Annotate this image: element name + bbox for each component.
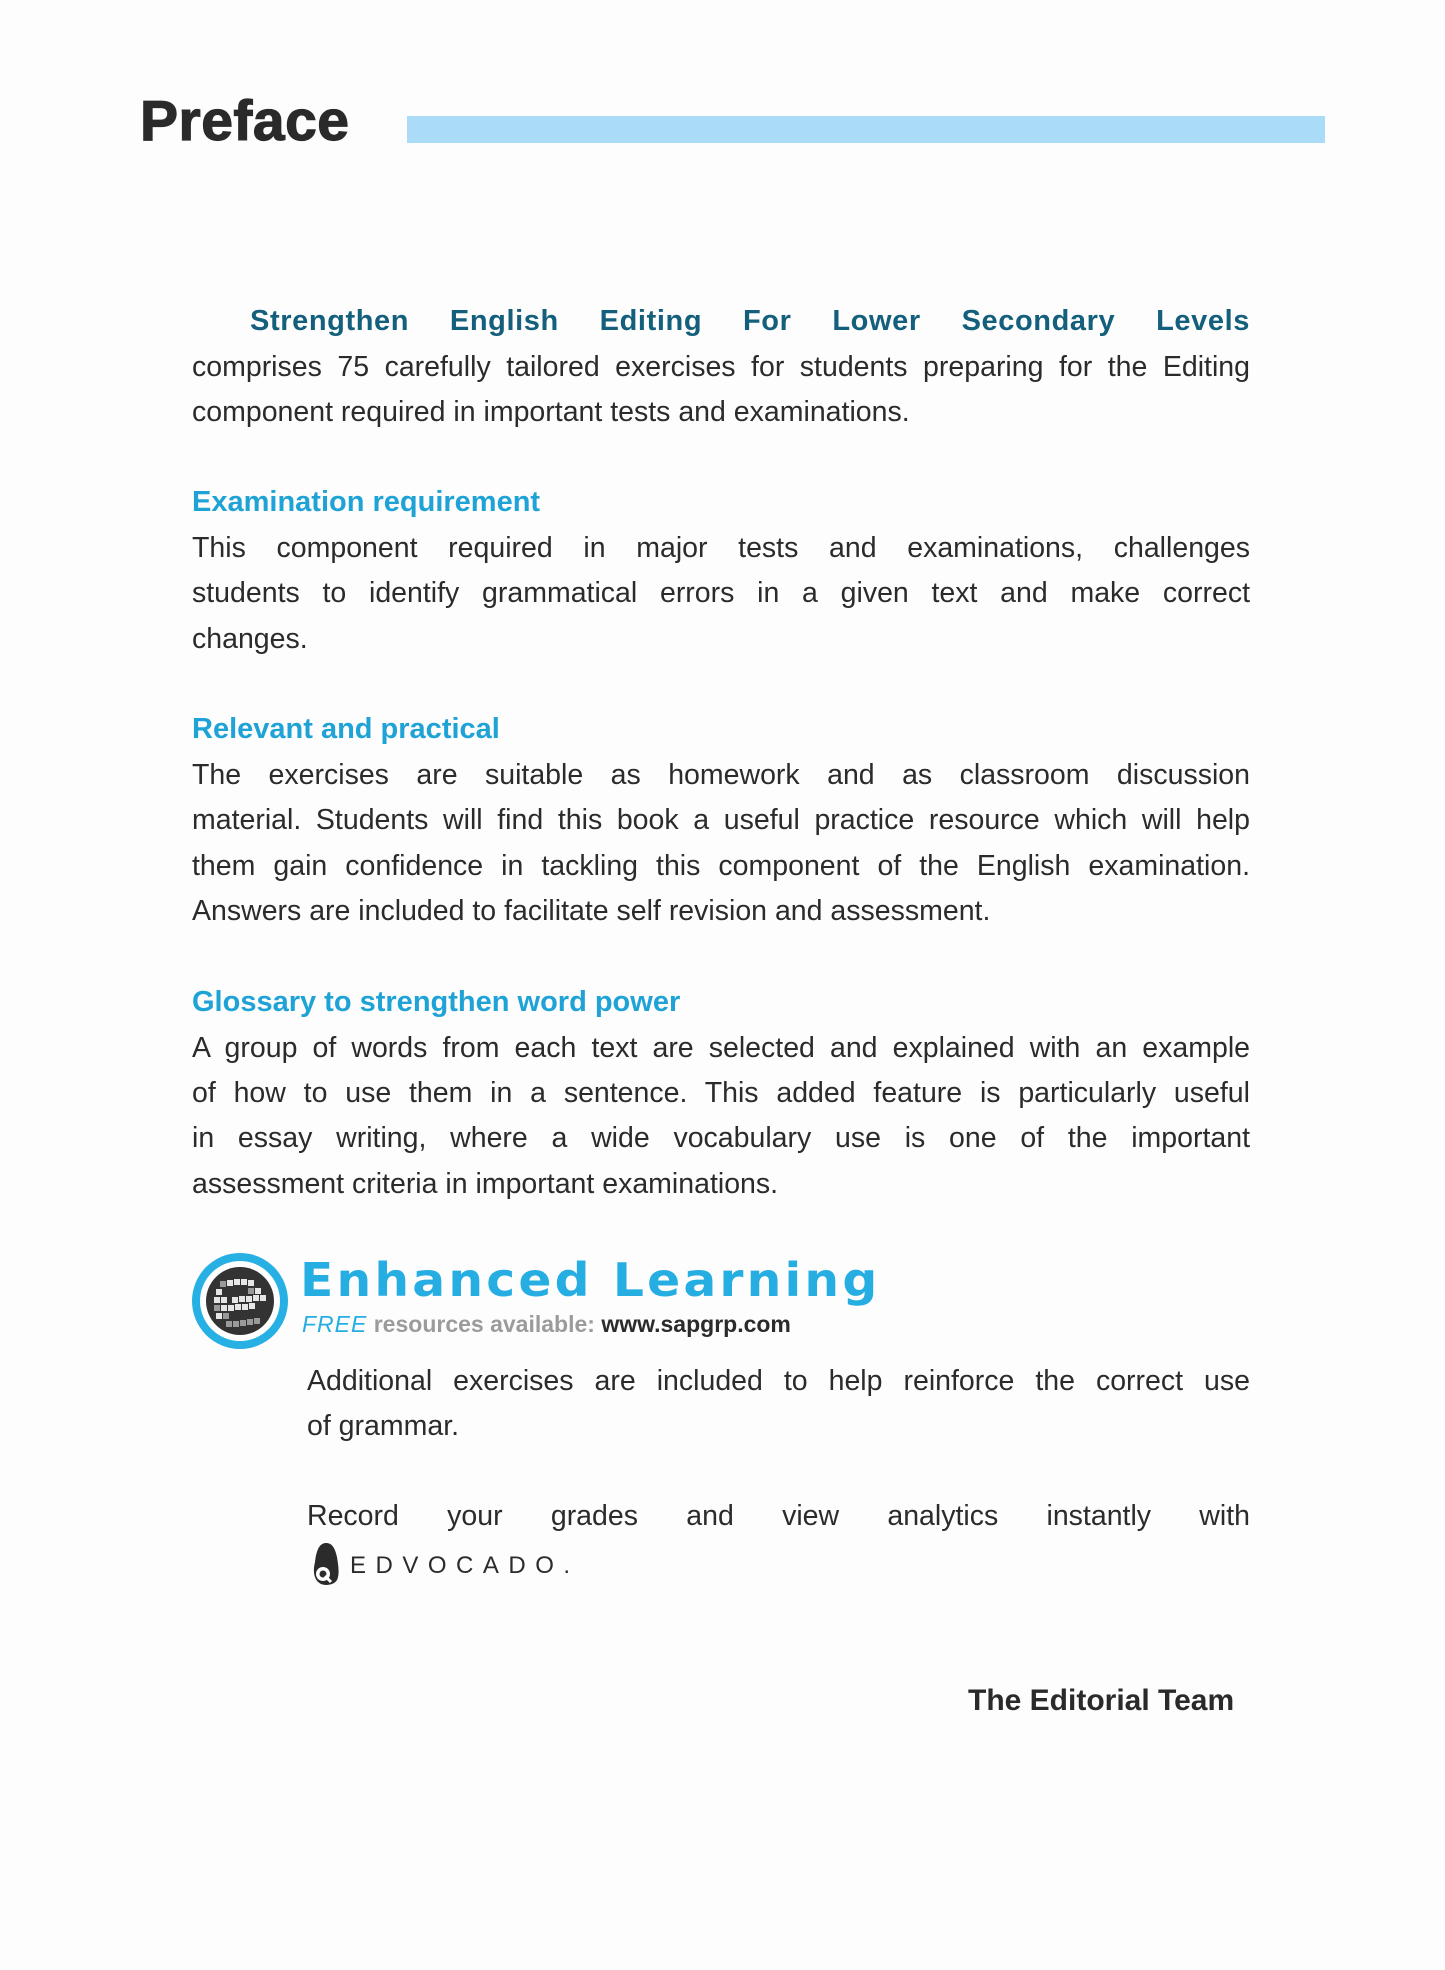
- section-line: assessment criteria in important examinations.: [192, 1168, 779, 1200]
- enhanced-learning-title: Enhanced Learning: [300, 1253, 881, 1307]
- intro-line: component required in important tests and examinations.: [192, 396, 910, 428]
- section-line: A group of words from each text are selected and explained with an example: [192, 1032, 1250, 1064]
- avocado-icon: [312, 1542, 340, 1585]
- page-title: Preface: [140, 89, 350, 153]
- section-heading-examination-requirement: Examination requirement: [192, 486, 541, 518]
- free-label: FREE: [302, 1311, 368, 1337]
- edvocado-brand-name: EDVOCADO.: [350, 1552, 580, 1579]
- section-line: The exercises are suitable as homework and as classroom discussion: [192, 759, 1250, 791]
- book-title-headline: Strengthen English Editing For Lower Secondary Levels: [250, 305, 1250, 337]
- section-line: students to identify grammatical errors in a given text and make correct: [192, 577, 1250, 609]
- section-line: Answers are included to facilitate self revision and assessment.: [192, 895, 991, 927]
- enhanced-line: of grammar.: [307, 1410, 460, 1442]
- section-line: of how to use them in a sentence. This added feature is particularly useful: [192, 1077, 1250, 1109]
- enhanced-line: Additional exercises are included to help reinforce the correct use: [307, 1365, 1250, 1397]
- section-heading-glossary: Glossary to strengthen word power: [192, 986, 681, 1018]
- signoff: The Editorial Team: [968, 1684, 1235, 1717]
- pixel-e-logo-icon: [192, 1253, 288, 1349]
- section-heading-relevant-and-practical: Relevant and practical: [192, 713, 500, 745]
- section-line: changes.: [192, 623, 308, 655]
- record-grades-line: Record your grades and view analytics instantly with: [307, 1500, 1250, 1532]
- section-line: This component required in major tests and examinations, challenges: [192, 532, 1250, 564]
- resources-url-link[interactable]: www.sapgrp.com: [601, 1311, 791, 1337]
- section-line: in essay writing, where a wide vocabulary use is one of the important: [192, 1122, 1250, 1154]
- resources-label: resources available:: [373, 1311, 595, 1337]
- free-resources-line: [302, 1311, 791, 1337]
- intro-line: comprises 75 carefully tailored exercises for students preparing for the Editing: [192, 351, 1250, 383]
- section-line: material. Students will find this book a useful practice resource which will help: [192, 804, 1250, 836]
- title-accent-bar: [407, 116, 1325, 143]
- section-line: them gain confidence in tackling this component of the English examination.: [192, 850, 1250, 882]
